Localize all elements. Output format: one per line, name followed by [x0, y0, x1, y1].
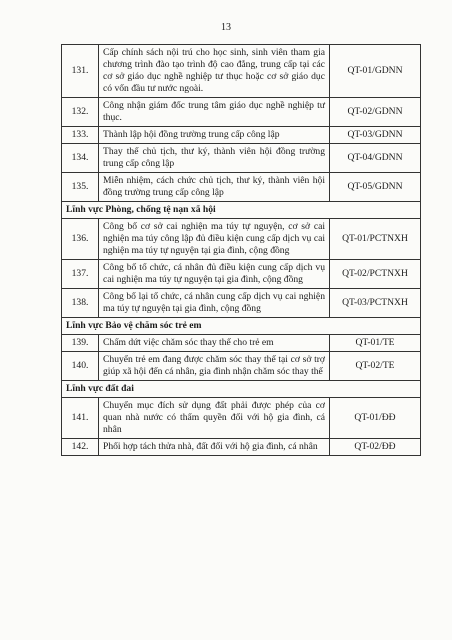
procedure-name: Công bố cơ sở cai nghiện ma túy tự nguyện, cơ sở cai nghiện ma túy công lập đủ điều kiện cung cấp dịch vụ cai nghiện ma túy tự nguyện tại gia đình, cộng đồng — [99, 219, 330, 260]
procedure-name: Chuyển mục đích sử dụng đất phải được phép của cơ quan nhà nước có thẩm quyền đối với hộ gia đình, cá nhân — [99, 398, 330, 439]
procedure-code: QT-02/GDNN — [330, 98, 421, 127]
procedure-row — [62, 173, 421, 202]
row-number: 139. — [62, 335, 99, 352]
procedure-row — [62, 335, 421, 352]
section-row — [62, 318, 421, 335]
procedure-row — [62, 289, 421, 318]
row-number: 135. — [62, 173, 99, 202]
section-title: Lĩnh vực đất đai — [62, 381, 421, 398]
row-number: 131. — [62, 45, 99, 98]
procedure-name: Thành lập hội đồng trường trung cấp công lập — [99, 127, 330, 144]
procedure-table — [61, 44, 421, 456]
procedure-row — [62, 144, 421, 173]
procedure-name: Chuyển trẻ em đang được chăm sóc thay thế tại cơ sở trợ giúp xã hội đến cá nhân, gia đình nhận chăm sóc thay thế — [99, 352, 330, 381]
section-title: Lĩnh vực Bảo vệ chăm sóc trẻ em — [62, 318, 421, 335]
procedure-code: QT-02/PCTNXH — [330, 260, 421, 289]
procedure-code: QT-01/PCTNXH — [330, 219, 421, 260]
procedure-name: Công bố tổ chức, cá nhân đủ điều kiện cung cấp dịch vụ cai nghiện ma túy tự nguyện tại gia đình, cộng đồng — [99, 260, 330, 289]
page-number: 13 — [221, 22, 231, 33]
procedure-name: Chấm dứt việc chăm sóc thay thế cho trẻ em — [99, 335, 330, 352]
procedure-row — [62, 45, 421, 98]
procedure-name: Miễn nhiệm, cách chức chủ tịch, thư ký, thành viên hội đồng trường trung cấp công lập — [99, 173, 330, 202]
section-title: Lĩnh vực Phòng, chống tệ nạn xã hội — [62, 202, 421, 219]
row-number: 140. — [62, 352, 99, 381]
procedure-row — [62, 127, 421, 144]
row-number: 138. — [62, 289, 99, 318]
procedure-code: QT-05/GDNN — [330, 173, 421, 202]
procedure-code: QT-03/GDNN — [330, 127, 421, 144]
procedure-name: Cấp chính sách nội trú cho học sinh, sinh viên tham gia chương trình đào tạo trình độ cao đẳng, trung cấp tại các cơ sở giáo dục nghề nghiệp tư thục hoặc cơ sở giáo dục có vốn đầu tư nước ngoài. — [99, 45, 330, 98]
procedure-code: QT-01/ĐĐ — [330, 398, 421, 439]
row-number: 134. — [62, 144, 99, 173]
procedure-row — [62, 260, 421, 289]
row-number: 137. — [62, 260, 99, 289]
procedure-row — [62, 439, 421, 456]
procedure-code: QT-04/GDNN — [330, 144, 421, 173]
procedure-row — [62, 219, 421, 260]
procedure-code: QT-01/TE — [330, 335, 421, 352]
procedure-code: QT-02/TE — [330, 352, 421, 381]
procedure-code: QT-02/ĐĐ — [330, 439, 421, 456]
row-number: 141. — [62, 398, 99, 439]
section-row — [62, 381, 421, 398]
procedure-name: Công bố lại tổ chức, cá nhân cung cấp dịch vụ cai nghiện ma túy tự nguyện tại gia đình, cộng đồng — [99, 289, 330, 318]
procedure-row — [62, 398, 421, 439]
procedure-row — [62, 352, 421, 381]
procedure-table-body — [62, 45, 421, 456]
procedure-code: QT-01/GDNN — [330, 45, 421, 98]
procedure-code: QT-03/PCTNXH — [330, 289, 421, 318]
procedure-name: Phối hợp tách thửa nhà, đất đối với hộ gia đình, cá nhân — [99, 439, 330, 456]
row-number: 136. — [62, 219, 99, 260]
row-number: 142. — [62, 439, 99, 456]
procedure-row — [62, 98, 421, 127]
section-row — [62, 202, 421, 219]
procedure-name: Thay thế chủ tịch, thư ký, thành viên hội đồng trường trung cấp công lập — [99, 144, 330, 173]
row-number: 132. — [62, 98, 99, 127]
procedure-name: Công nhận giám đốc trung tâm giáo dục nghề nghiệp tư thục. — [99, 98, 330, 127]
row-number: 133. — [62, 127, 99, 144]
